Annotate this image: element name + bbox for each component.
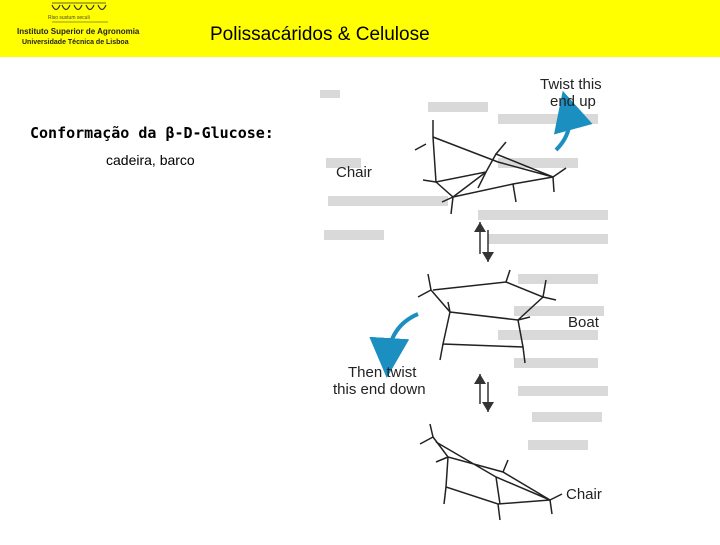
label-chair-bottom: Chair	[566, 486, 602, 503]
institution-logo	[0, 0, 160, 57]
section-heading: Conformação da β-D-Glucose:	[30, 124, 274, 142]
label-boat: Boat	[568, 314, 599, 331]
twist-down-arrow-icon	[388, 314, 418, 358]
conformation-diagram	[318, 62, 620, 540]
logo-motto: Riso sustum seculi	[48, 15, 90, 21]
slide-title: Polissacáridos & Celulose	[210, 24, 430, 45]
equilibrium-arrows-bottom-icon	[474, 374, 494, 412]
glucose-conformation-figure	[318, 62, 620, 540]
label-twist-up-line2: end up	[550, 93, 596, 110]
logo-institute-name: Instituto Superior de Agronomia	[17, 27, 140, 36]
section-subheading: cadeira, barco	[106, 152, 195, 168]
logo-university-name: Universidade Técnica de Lisboa	[22, 39, 129, 46]
slide-header	[0, 0, 720, 57]
label-twist-down-line2: this end down	[333, 381, 426, 398]
label-twist-up-line1: Twist this	[540, 76, 602, 93]
label-twist-down-line1: Then twist	[348, 364, 417, 381]
label-chair-top: Chair	[336, 164, 372, 181]
chair-conformation-bottom	[420, 424, 562, 520]
